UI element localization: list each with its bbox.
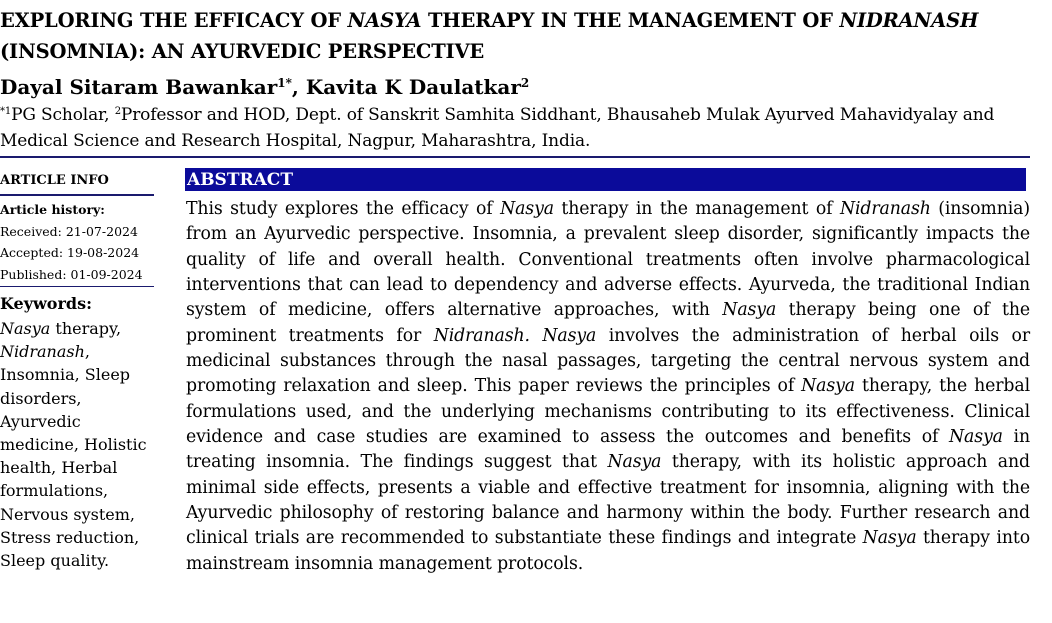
title-italic-nidranash: NIDRANASH xyxy=(839,9,979,32)
article-info-sidebar xyxy=(0,170,156,572)
abstract-term: Nasya xyxy=(949,427,1003,448)
abstract-body xyxy=(186,197,1030,577)
abstract-term: Nasya xyxy=(500,199,554,219)
abstract-term: Nasya xyxy=(862,528,917,549)
abstract-text: therapy, with its holistic approach and minimal side effects, presents a viable and effective treatment for insomnia, aligning with the Ayurvedic philosophy of restoring balance and harmony within the body. Further research and clinical trials are recommended to substantiate these findings and integrate xyxy=(186,452,1031,549)
keyword-nasya-rest: therapy, xyxy=(50,319,122,338)
author-2-marker: 2 xyxy=(520,76,530,90)
abstract-text: (insomnia) from an Ayurvedic perspective. Insomnia, a prevalent sleep disorder, significantly impacts the quality of life and overall health. Conventional treatments often involve pharmacological interventions that can lead to dependency and adverse effects. Ayurveda, the traditional Indian system of medicine, offers alternative approaches, with xyxy=(186,199,1031,321)
abstract-heading: ABSTRACT xyxy=(185,168,1026,191)
author-1: Dayal Sitaram Bawankar xyxy=(0,75,278,99)
title-text-1: EXPLORING THE EFFICACY OF xyxy=(0,9,348,32)
paper-title xyxy=(0,5,1040,67)
keywords-rest: Insomnia, Sleep disorders, Ayurvedic medicine, Holistic health, Herbal formulations, Nervous system, Stress reduction, Sleep quality. xyxy=(0,365,147,571)
article-history-title: Article history: xyxy=(0,202,105,217)
published-date: Published: 01-09-2024 xyxy=(0,266,143,282)
abstract-text: therapy into mainstream insomnia management protocols. xyxy=(186,528,1030,574)
accepted-date: Accepted: 19-08-2024 xyxy=(0,245,140,260)
header-divider xyxy=(0,156,1030,158)
abstract-text: therapy in the management of xyxy=(553,199,840,219)
author-separator: , xyxy=(291,75,306,99)
author-2: Kavita K Daulatkar xyxy=(305,75,521,99)
abstract-text: in treating insomnia. The findings suggest that xyxy=(186,427,1030,473)
keyword-nidranash: Nidranash xyxy=(0,342,85,362)
title-text-3: (INSOMNIA): AN AYURVEDIC PERSPECTIVE xyxy=(0,40,485,63)
abstract-term: Nidranash. Nasya xyxy=(433,325,597,346)
keyword-nidranash-rest: , xyxy=(84,342,90,362)
affiliation-role-2: Professor and HOD, Dept. of Sanskrit Samhita Siddhant, Bhausaheb Mulak Ayurved Mahavidyalay and Medical Science and Research Hospital, Nagpur, Maharashtra, India. xyxy=(0,105,995,151)
keywords-list xyxy=(0,317,156,572)
affiliation-role-1: PG Scholar, xyxy=(11,105,115,125)
affiliation-marker-2: 2 xyxy=(114,106,121,117)
abstract-text: This study explores the efficacy of xyxy=(186,199,501,219)
abstract-term: Nasya xyxy=(722,300,777,321)
abstract-term: Nidranash xyxy=(839,199,931,219)
abstract-text: therapy, the herbal formulations used, and the underlying mechanisms contributing to its effectiveness. Clinical evidence and case studies are examined to assess the outcomes and benefits of xyxy=(186,376,1030,448)
article-history xyxy=(0,196,156,285)
title-text-2: THERAPY IN THE MANAGEMENT OF xyxy=(421,9,840,32)
received-date: Received: 21-07-2024 xyxy=(0,223,138,239)
article-info-heading: ARTICLE INFO xyxy=(0,170,154,196)
history-divider xyxy=(0,286,154,287)
abstract-term: Nasya xyxy=(801,376,855,397)
author-list xyxy=(0,68,1040,102)
author-1-marker: 1* xyxy=(277,76,292,90)
affiliation-marker-1: *1 xyxy=(0,106,12,117)
keywords-heading: Keywords: xyxy=(0,294,93,313)
affiliation xyxy=(0,99,1035,154)
keyword-nasya: Nasya xyxy=(0,319,51,338)
abstract-text: involves the administration of herbal oils or medicinal substances through the nasal passages, targeting the central nervous system and promoting relaxation and sleep. This paper reviews the principles of xyxy=(186,325,1030,397)
title-italic-nasya: NASYA xyxy=(347,9,422,32)
abstract-text: therapy being one of the prominent treatments for xyxy=(186,300,1030,346)
abstract-term: Nasya xyxy=(607,452,662,473)
